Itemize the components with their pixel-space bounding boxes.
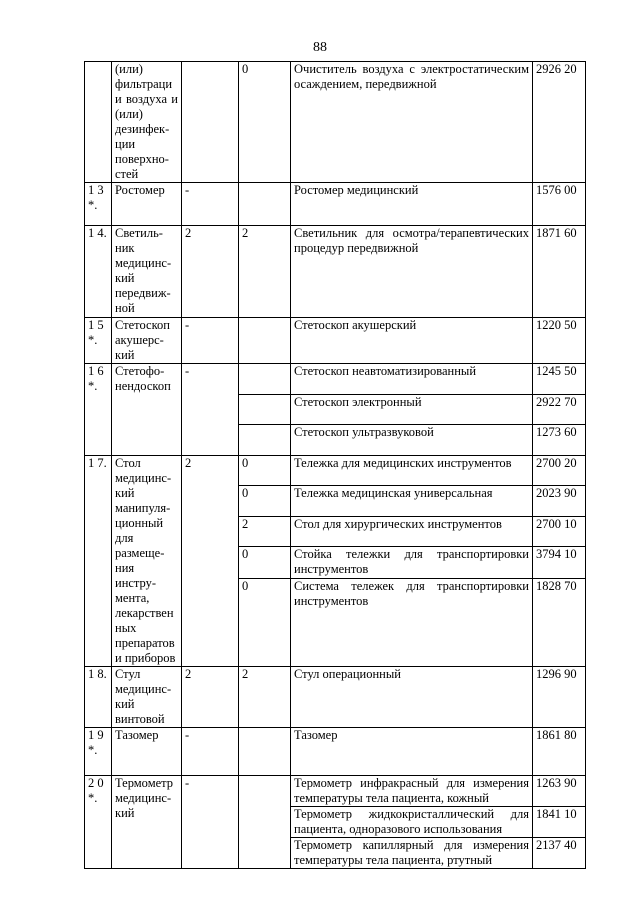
row-number: 1 4. xyxy=(85,226,112,318)
item-description: Стетоскоп ультразвуковой xyxy=(291,425,533,456)
col3-value xyxy=(182,62,239,183)
item-description: Термометр инфракрасный для измерения температуры тела пациента, кожный xyxy=(291,776,533,807)
item-code: 1861 80 xyxy=(533,728,586,776)
row-number xyxy=(85,62,112,183)
equipment-table xyxy=(84,61,586,869)
col3-value: - xyxy=(182,776,239,869)
item-description: Ростомер медицинский xyxy=(291,183,533,226)
row-number: 1 7. xyxy=(85,456,112,667)
row-number: 1 5 *. xyxy=(85,318,112,364)
col4-value xyxy=(239,425,291,456)
item-code: 1871 60 xyxy=(533,226,586,318)
item-code: 1296 90 xyxy=(533,667,586,728)
item-description: Светильник для осмотра/терапевтических процедур передвижной xyxy=(291,226,533,318)
col4-value xyxy=(239,318,291,364)
col3-value: 2 xyxy=(182,667,239,728)
item-code: 1220 50 xyxy=(533,318,586,364)
col4-value xyxy=(239,395,291,425)
item-code: 2700 20 xyxy=(533,456,586,486)
item-code: 2700 10 xyxy=(533,517,586,547)
item-name: Стол медицинс-кий манипуля-ционный для размеще-ния инстру-мента, лекарствен ных препаратов и приборов xyxy=(112,456,182,667)
item-description: Тележка медицинская универсальная xyxy=(291,486,533,517)
item-name: Светиль-ник медицинс-кий передвиж-ной xyxy=(112,226,182,318)
col4-value: 0 xyxy=(239,486,291,517)
item-name: Термометр медицинс-кий xyxy=(112,776,182,869)
item-code: 2922 70 xyxy=(533,395,586,425)
col3-value: - xyxy=(182,364,239,456)
item-description: Очиститель воздуха с электростатическим осаждением, передвижной xyxy=(291,62,533,183)
col4-value xyxy=(239,776,291,869)
item-code: 1841 10 xyxy=(533,807,586,838)
table-row xyxy=(85,364,586,395)
col4-value: 2 xyxy=(239,667,291,728)
col4-value: 0 xyxy=(239,62,291,183)
table-row xyxy=(85,183,586,226)
col4-value: 2 xyxy=(239,226,291,318)
col4-value: 0 xyxy=(239,578,291,666)
item-description: Стетоскоп акушерский xyxy=(291,318,533,364)
col4-value: 0 xyxy=(239,547,291,578)
item-name: Стетоскоп акушерс-кий xyxy=(112,318,182,364)
col4-value xyxy=(239,728,291,776)
table-row xyxy=(85,728,586,776)
col3-value: 2 xyxy=(182,226,239,318)
col4-value xyxy=(239,364,291,395)
item-code: 2926 20 xyxy=(533,62,586,183)
item-code: 2023 90 xyxy=(533,486,586,517)
item-code: 2137 40 xyxy=(533,838,586,869)
row-number: 1 6 *. xyxy=(85,364,112,456)
item-name: Тазомер xyxy=(112,728,182,776)
item-description: Тазомер xyxy=(291,728,533,776)
col3-value: - xyxy=(182,318,239,364)
col4-value xyxy=(239,183,291,226)
item-name: Стетофо-нендоскоп xyxy=(112,364,182,456)
row-number: 2 0 *. xyxy=(85,776,112,869)
col3-value: - xyxy=(182,183,239,226)
item-description: Стетоскоп электронный xyxy=(291,395,533,425)
table-row xyxy=(85,62,586,183)
item-description: Стетоскоп неавтоматизированный xyxy=(291,364,533,395)
item-description: Термометр жидкокристаллический для пациента, одноразового использования xyxy=(291,807,533,838)
table-row xyxy=(85,667,586,728)
item-name: (или) фильтраци и воздуха и (или) дезинфек-ции поверхно-стей xyxy=(112,62,182,183)
col3-value: 2 xyxy=(182,456,239,667)
row-number: 1 8. xyxy=(85,667,112,728)
col3-value: - xyxy=(182,728,239,776)
item-code: 1245 50 xyxy=(533,364,586,395)
item-code: 1263 90 xyxy=(533,776,586,807)
item-description: Стол для хирургических инструментов xyxy=(291,517,533,547)
item-name: Ростомер xyxy=(112,183,182,226)
table-row xyxy=(85,226,586,318)
item-description: Стул операционный xyxy=(291,667,533,728)
item-description: Тележка для медицинских инструментов xyxy=(291,456,533,486)
item-code: 1273 60 xyxy=(533,425,586,456)
page-number: 88 xyxy=(313,40,327,55)
row-number: 1 9 *. xyxy=(85,728,112,776)
col4-value: 0 xyxy=(239,456,291,486)
item-code: 1576 00 xyxy=(533,183,586,226)
item-name: Стул медицинс-кий винтовой xyxy=(112,667,182,728)
table-row xyxy=(85,318,586,364)
table-row xyxy=(85,776,586,807)
col4-value: 2 xyxy=(239,517,291,547)
table-row xyxy=(85,456,586,486)
item-code: 1828 70 xyxy=(533,578,586,666)
item-description: Термометр капиллярный для измерения температуры тела пациента, ртутный xyxy=(291,838,533,869)
item-description: Система тележек для транспортировки инструментов xyxy=(291,578,533,666)
item-code: 3794 10 xyxy=(533,547,586,578)
row-number: 1 3 *. xyxy=(85,183,112,226)
item-description: Стойка тележки для транспортировки инструментов xyxy=(291,547,533,578)
